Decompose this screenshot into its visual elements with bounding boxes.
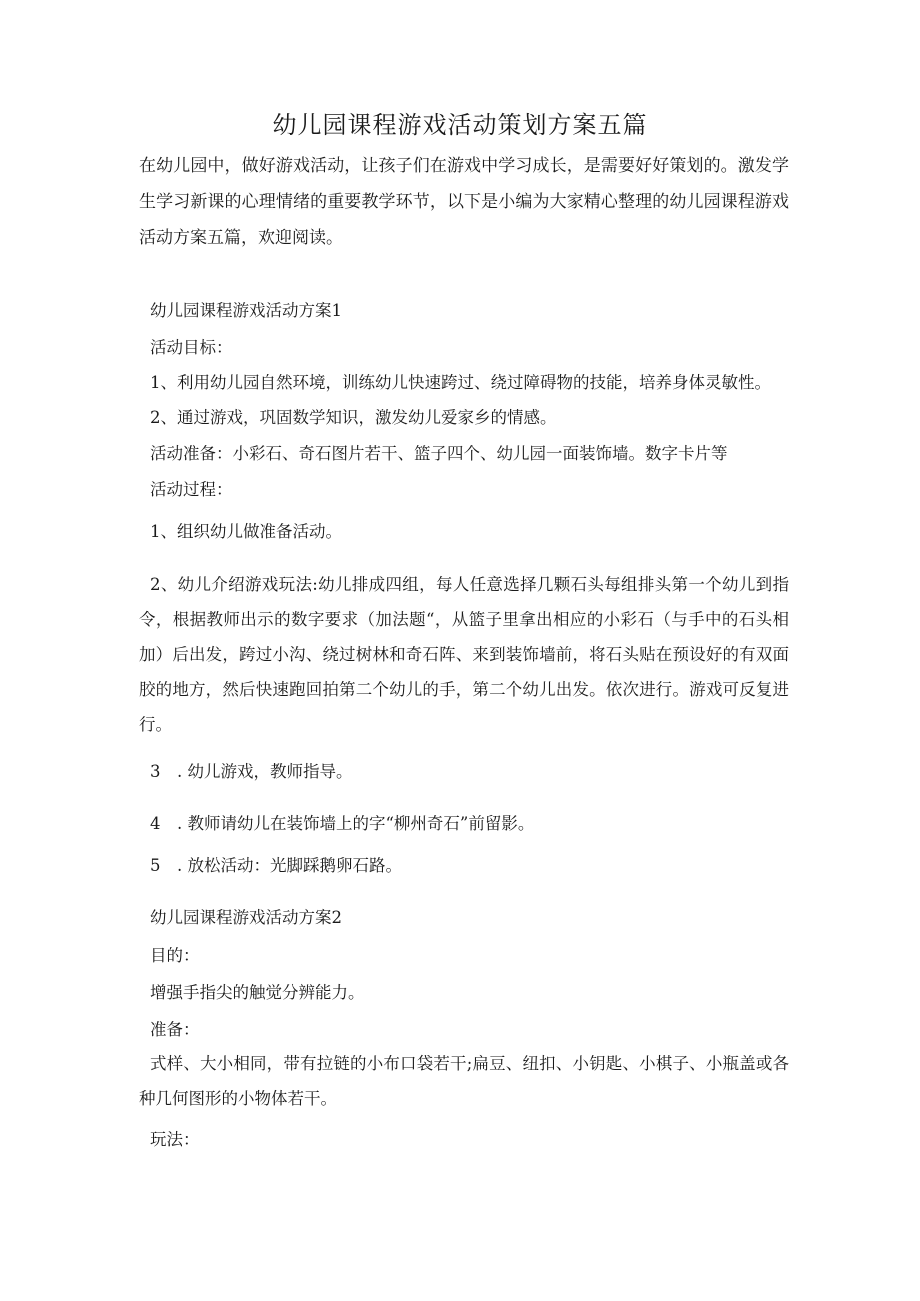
plan1-step-3: 3 . 幼儿游戏，教师指导。: [150, 762, 353, 781]
intro-paragraph: 在幼儿园中，做好游戏活动，让孩子们在游戏中学习成长，是需要好好策划的。激发学生学习新课的心理情绪的重要教学环节，以下是小编为大家精心整理的幼儿园课程游戏活动方案五篇，欢迎阅读。: [139, 156, 789, 248]
plan1-step-2: 2、幼儿介绍游戏玩法:幼儿排成四组，每人任意选择几颗石头每组排头第一个幼儿到指令，根据教师出示的数字要求（加法题“，从篮子里拿出相应的小彩石（与手中的石头相加）后出发，跨过小沟、绕过树林和奇石阵、来到装饰墙前，将石头贴在预设好的有双面胶的地方，然后快速跑回拍第二个幼儿的手，第二个幼儿出发。依次进行。游戏可反复进行。: [139, 575, 789, 734]
plan2-purpose: 增强手指尖的触觉分辨能力。: [150, 983, 365, 1002]
plan1-goal-2: 2、通过游戏，巩固数学知识，激发幼儿爱家乡的情感。: [150, 408, 557, 427]
plan1-preparation: 活动准备：小彩石、奇石图片若干、篮子四个、幼儿园一面装饰墙。数字卡片等: [150, 444, 728, 463]
plan1-goal-1: 1、利用幼儿园自然环境，训练幼儿快速跨过、绕过障碍物的技能，培养身体灵敏性。: [150, 373, 771, 392]
plan1-step-5: 5 . 放松活动：光脚踩鹅卵石路。: [150, 856, 402, 875]
page-title: 幼儿园课程游戏活动策划方案五篇: [272, 111, 648, 139]
plan1-heading: 幼儿园课程游戏活动方案1: [150, 301, 342, 320]
plan1-step-4: 4 . 教师请幼儿在装饰墙上的字“柳州奇石”前留影。: [150, 814, 535, 833]
plan1-step-1: 1、组织幼儿做准备活动。: [150, 522, 342, 541]
plan1-process-label: 活动过程：: [150, 480, 233, 499]
plan2-prep: 式样、大小相同，带有拉链的小布口袋若干;扁豆、纽扣、小钥匙、小棋子、小瓶盖或各种几何图形的小物体若干。: [139, 1054, 789, 1108]
plan2-heading: 幼儿园课程游戏活动方案2: [150, 908, 342, 927]
plan2-play-label: 玩法：: [150, 1130, 200, 1149]
plan2-prep-label: 准备：: [150, 1020, 200, 1039]
plan1-goal-label: 活动目标：: [150, 338, 233, 357]
plan2-purpose-label: 目的：: [150, 946, 200, 965]
